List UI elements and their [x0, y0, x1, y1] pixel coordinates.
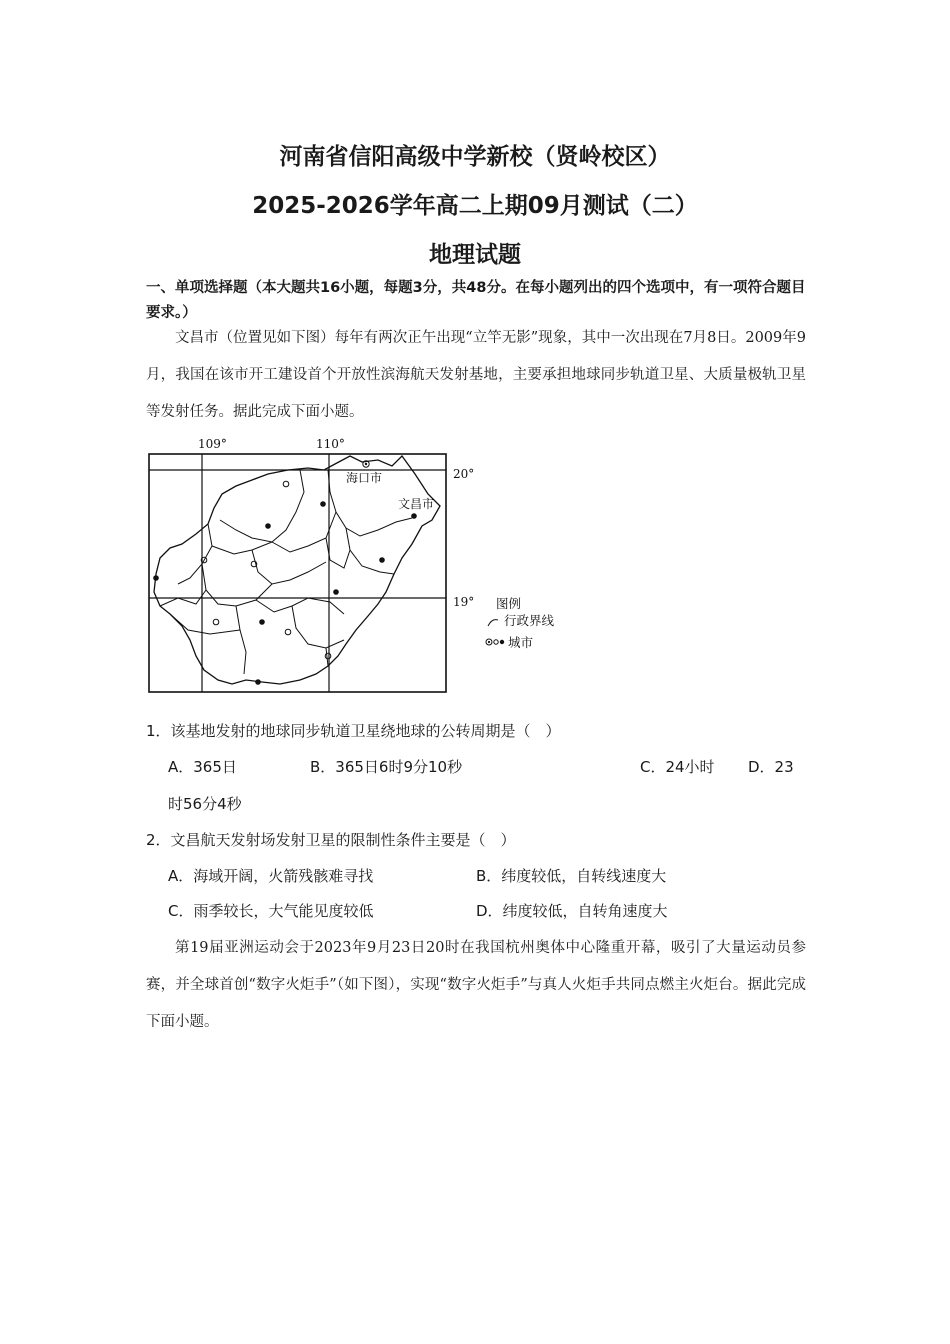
- boundary-line-icon: [488, 620, 498, 626]
- label-19: 19°: [453, 595, 475, 609]
- city-symbol-icon: [486, 639, 504, 645]
- school-title: 河南省信阳高级中学新校（贤岭校区）: [279, 144, 671, 170]
- q1-option-b: B．365日6时9分10秒: [310, 758, 463, 776]
- question-2-stem: 2．文昌航天发射场发射卫星的限制性条件主要是（ ）: [146, 831, 516, 849]
- q1-option-c: C．24小时: [640, 758, 715, 776]
- q1-option-a: A．365日: [168, 758, 237, 776]
- section-heading: 一、单项选择题（本大题共16小题，每题3分，共48分。在每小题列出的四个选项中，有一项符合题目要求。）: [146, 280, 806, 321]
- label-20: 20°: [453, 467, 475, 481]
- q2-option-d: D．纬度较低，自转角速度大: [476, 902, 668, 920]
- passage-2: 第19届亚洲运动会于2023年9月23日20时在我国杭州奥体中心隆重开幕，吸引了大量运动员参赛，并全球首创“数字火炬手”（如下图），实现“数字火炬手”与真人火炬手共同点燃主火炬台。据此完成下面小题。: [146, 940, 806, 1030]
- map-frame: [149, 454, 446, 692]
- legend-boundary: 行政界线: [504, 613, 555, 628]
- legend-city: 城市: [508, 635, 534, 650]
- label-109: 109°: [198, 437, 227, 451]
- exam-title: 2025-2026学年高二上期09月测试（二）: [252, 193, 698, 219]
- legend-title: 图例: [496, 596, 522, 611]
- label-110: 110°: [316, 437, 345, 451]
- hainan-map: [140, 434, 580, 700]
- q2-option-a: A．海域开阔，火箭残骸难寻找: [168, 867, 374, 885]
- admin-boundaries: [160, 470, 412, 674]
- cities: [153, 461, 417, 685]
- q2-option-b: B．纬度较低，自转线速度大: [476, 867, 667, 885]
- passage-1: 文昌市（位置见如下图）每年有两次正午出现“立竿无影”现象，其中一次出现在7月8日。2009年9月，我国在该市开工建设首个开放性滨海航天发射基地，主要承担地球同步轨道卫星、大质量极轨卫星等发射任务。据此完成下面小题。: [146, 330, 806, 420]
- q1-option-d: D．23: [748, 758, 794, 776]
- label-wenchang: 文昌市: [398, 497, 435, 511]
- label-haikou: 海口市: [346, 471, 383, 485]
- subject-title: 地理试题: [429, 242, 521, 268]
- q1-option-d-cont: 时56分4秒: [168, 795, 242, 813]
- q2-option-c: C．雨季较长，大气能见度较低: [168, 902, 374, 920]
- question-1-stem: 1．该基地发射的地球同步轨道卫星绕地球的公转周期是（ ）: [146, 722, 561, 740]
